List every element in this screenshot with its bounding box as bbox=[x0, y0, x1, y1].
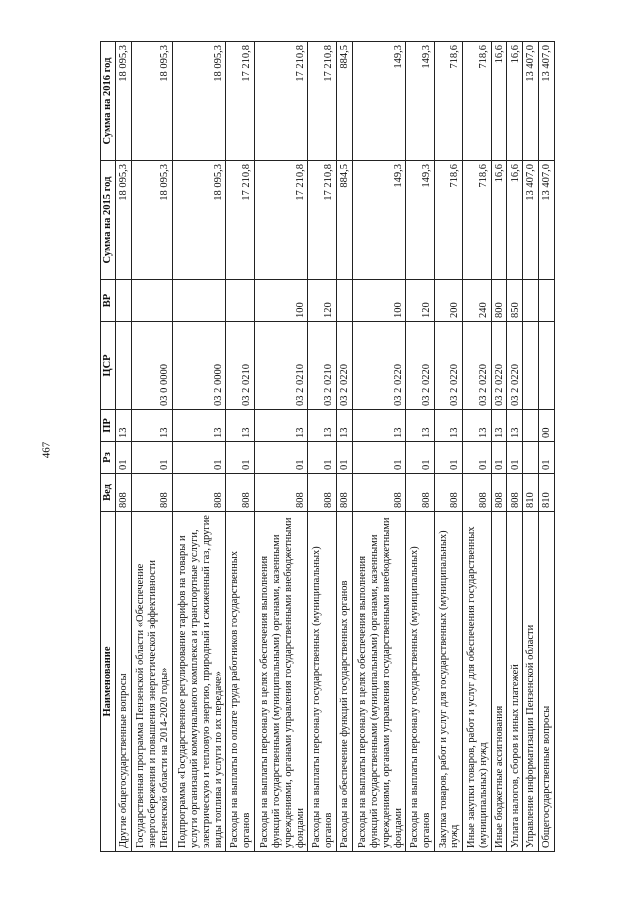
cell-rz: 01 bbox=[507, 442, 523, 474]
header-sum-2016: Сумма на 2016 год bbox=[101, 42, 116, 161]
cell-pr: 13 bbox=[131, 410, 172, 442]
cell-sum-2016: 13 407,0 bbox=[523, 42, 539, 161]
cell-vr: 200 bbox=[434, 280, 462, 322]
cell-sum-2015: 884,5 bbox=[336, 161, 352, 280]
table-row bbox=[523, 42, 539, 852]
cell-sum-2015: 18 095,3 bbox=[115, 161, 131, 280]
cell-rz: 01 bbox=[131, 442, 172, 474]
cell-sum-2016: 149,3 bbox=[352, 42, 406, 161]
header-pr: ПР bbox=[101, 410, 116, 442]
cell-sum-2016: 17 210,8 bbox=[226, 42, 254, 161]
cell-pr: 13 bbox=[507, 410, 523, 442]
cell-pr: 13 bbox=[336, 410, 352, 442]
header-sum-2015: Сумма на 2015 год bbox=[101, 161, 116, 280]
cell-rz: 01 bbox=[491, 442, 507, 474]
cell-sum-2016: 13 407,0 bbox=[539, 42, 555, 161]
cell-rz: 01 bbox=[226, 442, 254, 474]
cell-sum-2015: 17 210,8 bbox=[226, 161, 254, 280]
cell-vr bbox=[523, 280, 539, 322]
cell-name: Подпрограмма «Государственное регулирование тарифов на товары и услуги организаций коммунального комплекса и транспортные услуги, электрическую и тепловую энергию, природный и сжиженный газ, другие виды топлива и услуги по их передаче» bbox=[172, 512, 226, 852]
cell-rz: 01 bbox=[463, 442, 491, 474]
table-row bbox=[434, 42, 462, 852]
cell-rz: 01 bbox=[336, 442, 352, 474]
cell-ved: 810 bbox=[539, 474, 555, 512]
cell-csr: 03 2 0220 bbox=[352, 322, 406, 410]
cell-vr: 800 bbox=[491, 280, 507, 322]
cell-ved: 808 bbox=[115, 474, 131, 512]
cell-sum-2016: 16,6 bbox=[507, 42, 523, 161]
cell-csr: 03 0 0000 bbox=[131, 322, 172, 410]
cell-vr: 120 bbox=[308, 280, 336, 322]
cell-sum-2015: 149,3 bbox=[406, 161, 434, 280]
table-row bbox=[226, 42, 254, 852]
cell-sum-2015: 16,6 bbox=[491, 161, 507, 280]
cell-vr bbox=[131, 280, 172, 322]
cell-sum-2016: 149,3 bbox=[406, 42, 434, 161]
table-row bbox=[406, 42, 434, 852]
cell-name: Другие общегосударственные вопросы bbox=[115, 512, 131, 852]
table-row bbox=[336, 42, 352, 852]
cell-vr: 100 bbox=[352, 280, 406, 322]
cell-sum-2016: 718,6 bbox=[434, 42, 462, 161]
cell-ved: 808 bbox=[406, 474, 434, 512]
cell-sum-2016: 718,6 bbox=[463, 42, 491, 161]
cell-csr: 03 2 0220 bbox=[507, 322, 523, 410]
cell-ved: 808 bbox=[336, 474, 352, 512]
cell-name: Расходы на выплаты персоналу государственных (муниципальных) органов bbox=[406, 512, 434, 852]
cell-csr: 03 2 0220 bbox=[406, 322, 434, 410]
header-name: Наименование bbox=[101, 512, 116, 852]
cell-csr: 03 2 0220 bbox=[463, 322, 491, 410]
table-row bbox=[507, 42, 523, 852]
cell-sum-2015: 18 095,3 bbox=[172, 161, 226, 280]
cell-csr: 03 2 0000 bbox=[172, 322, 226, 410]
cell-name: Иные бюджетные ассигнования bbox=[491, 512, 507, 852]
cell-pr: 00 bbox=[539, 410, 555, 442]
cell-rz: 01 bbox=[434, 442, 462, 474]
table-row bbox=[115, 42, 131, 852]
header-vr: ВР bbox=[101, 280, 116, 322]
cell-sum-2015: 718,6 bbox=[434, 161, 462, 280]
cell-sum-2015: 149,3 bbox=[352, 161, 406, 280]
cell-name: Расходы на выплаты по оплате труда работников государственных органов bbox=[226, 512, 254, 852]
cell-rz: 01 bbox=[539, 442, 555, 474]
cell-pr: 13 bbox=[226, 410, 254, 442]
cell-csr: 03 2 0210 bbox=[254, 322, 308, 410]
table-row bbox=[352, 42, 406, 852]
cell-pr: 13 bbox=[172, 410, 226, 442]
cell-vr: 850 bbox=[507, 280, 523, 322]
table-header-row bbox=[101, 42, 116, 852]
cell-name: Общегосударственные вопросы bbox=[539, 512, 555, 852]
table-row bbox=[491, 42, 507, 852]
cell-rz: 01 bbox=[254, 442, 308, 474]
rotated-page-area bbox=[100, 42, 555, 852]
cell-name: Закупка товаров, работ и услуг для государственных (муниципальных) нужд bbox=[434, 512, 462, 852]
cell-sum-2016: 18 095,3 bbox=[131, 42, 172, 161]
cell-pr: 13 bbox=[491, 410, 507, 442]
header-rz: Рз bbox=[101, 442, 116, 474]
cell-ved: 808 bbox=[308, 474, 336, 512]
cell-sum-2016: 884,5 bbox=[336, 42, 352, 161]
cell-csr: 03 2 0210 bbox=[308, 322, 336, 410]
cell-sum-2016: 18 095,3 bbox=[172, 42, 226, 161]
cell-sum-2015: 13 407,0 bbox=[539, 161, 555, 280]
cell-vr: 120 bbox=[406, 280, 434, 322]
cell-csr: 03 2 0210 bbox=[226, 322, 254, 410]
cell-pr: 13 bbox=[434, 410, 462, 442]
table-row bbox=[308, 42, 336, 852]
cell-rz: 01 bbox=[352, 442, 406, 474]
cell-ved: 808 bbox=[463, 474, 491, 512]
cell-pr: 13 bbox=[115, 410, 131, 442]
table-row bbox=[539, 42, 555, 852]
table-body bbox=[115, 42, 554, 852]
cell-sum-2015: 18 095,3 bbox=[131, 161, 172, 280]
cell-ved: 808 bbox=[352, 474, 406, 512]
cell-name: Иные закупки товаров, работ и услуг для обеспечения государственных (муниципальных) нужд bbox=[463, 512, 491, 852]
cell-vr: 240 bbox=[463, 280, 491, 322]
table-row bbox=[463, 42, 491, 852]
budget-table-wrapper bbox=[100, 42, 555, 852]
cell-ved: 808 bbox=[254, 474, 308, 512]
cell-rz bbox=[523, 442, 539, 474]
cell-rz: 01 bbox=[308, 442, 336, 474]
cell-vr bbox=[115, 280, 131, 322]
cell-name: Государственная программа Пензенской области «Обеспечение энергосбережения и повышения энергетической эффективности Пензенской области на 2014-2020 годы» bbox=[131, 512, 172, 852]
cell-csr bbox=[523, 322, 539, 410]
cell-pr bbox=[523, 410, 539, 442]
cell-sum-2016: 16,6 bbox=[491, 42, 507, 161]
cell-pr: 13 bbox=[254, 410, 308, 442]
cell-ved: 808 bbox=[434, 474, 462, 512]
cell-ved: 810 bbox=[523, 474, 539, 512]
cell-pr: 13 bbox=[406, 410, 434, 442]
cell-csr: 03 2 0220 bbox=[336, 322, 352, 410]
cell-sum-2015: 13 407,0 bbox=[523, 161, 539, 280]
cell-sum-2016: 17 210,8 bbox=[254, 42, 308, 161]
cell-rz: 01 bbox=[172, 442, 226, 474]
page-number: 467 bbox=[40, 441, 53, 459]
cell-ved: 808 bbox=[507, 474, 523, 512]
cell-vr bbox=[539, 280, 555, 322]
cell-csr: 03 2 0220 bbox=[491, 322, 507, 410]
cell-name: Расходы на обеспечение функций государственных органов bbox=[336, 512, 352, 852]
cell-ved: 808 bbox=[491, 474, 507, 512]
cell-rz: 01 bbox=[406, 442, 434, 474]
cell-rz: 01 bbox=[115, 442, 131, 474]
cell-name: Управление информатизации Пензенской области bbox=[523, 512, 539, 852]
cell-name: Расходы на выплаты персоналу в целях обеспечения выполнения функций государственными (муниципальными) органами, казенными учреждениями, органами управления государственными внебюджетными фондами bbox=[352, 512, 406, 852]
header-csr: ЦСР bbox=[101, 322, 116, 410]
cell-pr: 13 bbox=[352, 410, 406, 442]
cell-ved: 808 bbox=[131, 474, 172, 512]
header-ved: Вед bbox=[101, 474, 116, 512]
cell-name: Расходы на выплаты персоналу в целях обеспечения выполнения функций государственными (муниципальными) органами, казенными учреждениями, органами управления государственными внебюджетными фондами bbox=[254, 512, 308, 852]
cell-pr: 13 bbox=[463, 410, 491, 442]
cell-csr bbox=[115, 322, 131, 410]
cell-vr bbox=[336, 280, 352, 322]
table-row bbox=[172, 42, 226, 852]
cell-name: Уплата налогов, сборов и иных платежей bbox=[507, 512, 523, 852]
cell-ved: 808 bbox=[226, 474, 254, 512]
table-row bbox=[131, 42, 172, 852]
cell-csr bbox=[539, 322, 555, 410]
cell-vr bbox=[172, 280, 226, 322]
cell-sum-2015: 718,6 bbox=[463, 161, 491, 280]
cell-sum-2016: 18 095,3 bbox=[115, 42, 131, 161]
table-row bbox=[254, 42, 308, 852]
cell-sum-2015: 16,6 bbox=[507, 161, 523, 280]
cell-pr: 13 bbox=[308, 410, 336, 442]
cell-sum-2015: 17 210,8 bbox=[308, 161, 336, 280]
budget-table bbox=[100, 41, 555, 852]
cell-csr: 03 2 0220 bbox=[434, 322, 462, 410]
cell-sum-2016: 17 210,8 bbox=[308, 42, 336, 161]
cell-name: Расходы на выплаты персоналу государственных (муниципальных) органов bbox=[308, 512, 336, 852]
cell-ved: 808 bbox=[172, 474, 226, 512]
cell-vr bbox=[226, 280, 254, 322]
cell-sum-2015: 17 210,8 bbox=[254, 161, 308, 280]
cell-vr: 100 bbox=[254, 280, 308, 322]
